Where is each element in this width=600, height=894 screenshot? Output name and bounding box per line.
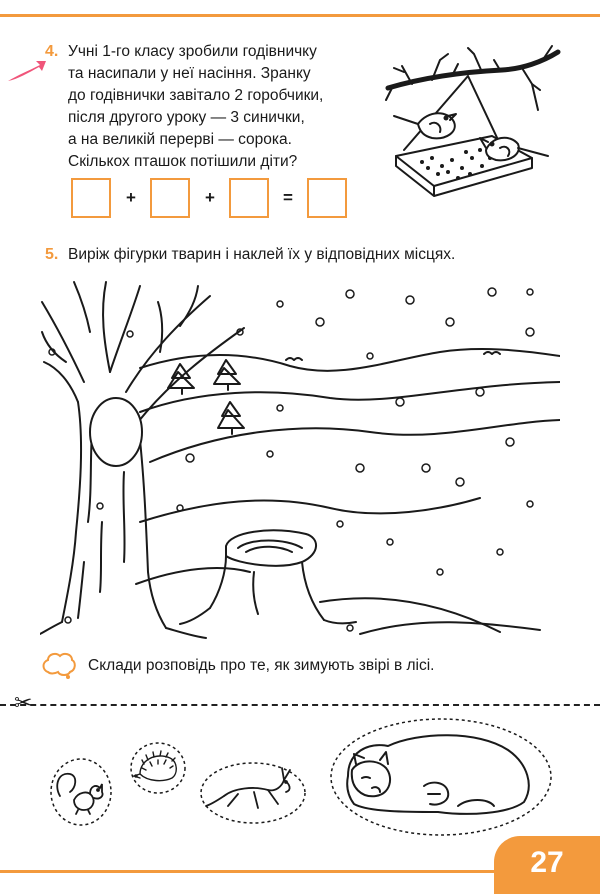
task4-number: 4.	[45, 43, 59, 60]
task5-text: Виріж фігурки тварин і наклей їх у відповідних місцях.	[68, 246, 456, 263]
answer-box-2[interactable]	[150, 178, 190, 218]
task4-line: та насипали у неї насіння. Зранку	[68, 65, 311, 82]
task4-line: після другого уроку — 3 синички,	[68, 109, 305, 126]
bird-feeder-illustration	[382, 40, 562, 212]
task5-number: 5.	[45, 246, 59, 263]
cut-line	[0, 704, 600, 706]
task4-line: а на великій перерві — сорока.	[68, 131, 292, 148]
hedgehog-cutout[interactable]	[128, 740, 188, 796]
squirrel-cutout[interactable]	[48, 756, 114, 828]
scissors-icon: ✂	[14, 691, 33, 716]
speech-bubble-icon	[42, 652, 76, 680]
task4-line: Скількох пташок потішили діти?	[68, 153, 298, 170]
page-number: 27	[530, 846, 564, 879]
speech-prompt-text: Склади розповідь про те, як зимують звірі в лісі.	[88, 657, 435, 674]
hare-cutout[interactable]	[198, 760, 308, 826]
answer-box-result[interactable]	[307, 178, 347, 218]
answer-box-3[interactable]	[229, 178, 269, 218]
winter-forest-scene	[40, 272, 560, 644]
pink-arrow-icon	[6, 57, 48, 87]
plus-sign: +	[205, 188, 215, 207]
bear-cutout[interactable]	[328, 716, 554, 838]
task4-line: до годівнички завітало 2 горобчики,	[68, 87, 324, 104]
task4-line: Учні 1-го класу зробили годівничку	[68, 43, 317, 60]
answer-box-1[interactable]	[71, 178, 111, 218]
top-rule	[0, 14, 600, 17]
equals-sign: =	[283, 188, 293, 207]
plus-sign: +	[126, 188, 136, 207]
